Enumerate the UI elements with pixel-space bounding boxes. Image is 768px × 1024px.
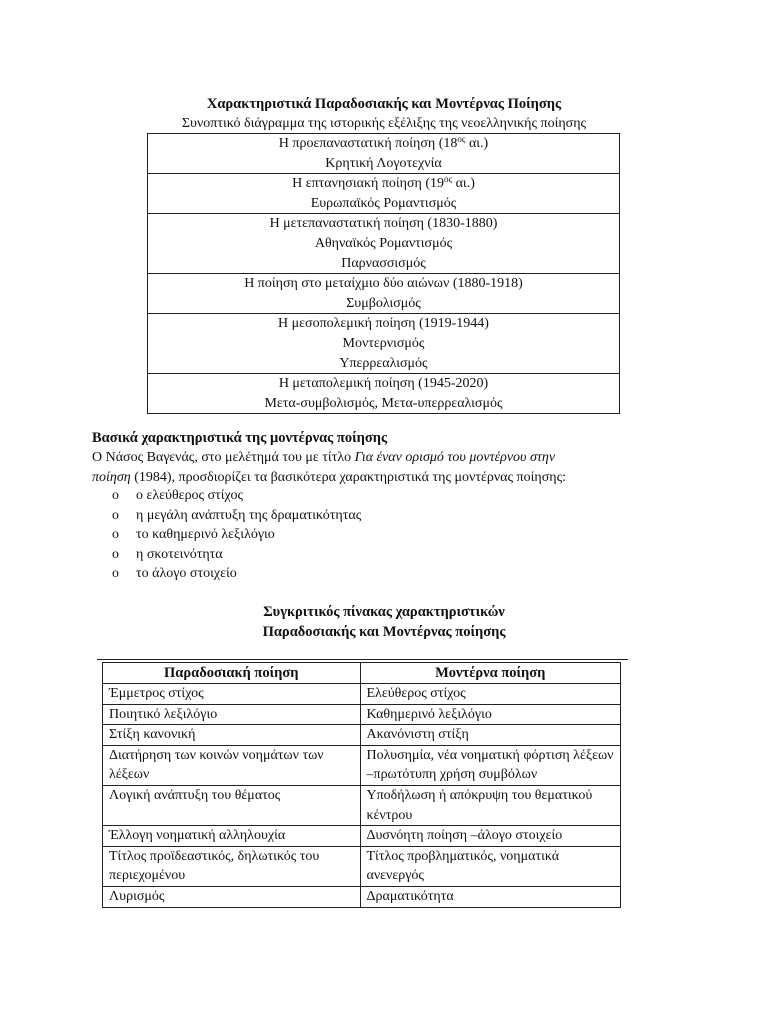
timeline-row [148, 274, 620, 314]
section-heading: Βασικά χαρακτηριστικά της μοντέρνας ποίησης [92, 430, 388, 446]
features-list [112, 486, 361, 584]
divider [97, 659, 628, 660]
table-row: Διατήρηση των κοινών νοημάτων των λέξεων Πολυσημία, νέα νοηματική φόρτιση λέξεων –πρωτότυπη χρήση συμβόλων [103, 745, 621, 785]
table-row: Έμμετρος στίχος Ελεύθερος στίχος [103, 684, 621, 705]
bullet-icon: o [112, 546, 119, 562]
timeline-cell: Η προεπαναστατική ποίηση ($18^{o\varsigma}$ αι.) Κρητική Λογοτεχνία [148, 134, 620, 174]
comparison-table [102, 662, 621, 908]
timeline-row [148, 134, 620, 174]
list-item: o ο ελεύθερος στίχος [112, 486, 361, 506]
table-header-row [103, 663, 621, 684]
bullet-icon: o [112, 507, 119, 523]
timeline-row [148, 214, 620, 274]
comparison-title: Συγκριτικός πίνακας χαρακτηριστικών Παραδοσιακής και Μοντέρνας ποίησης [262, 604, 506, 640]
intro-paragraph: Ο Νάσος Βαγενάς, στο μελέτημά του με τίτλο Για έναν ορισμό του μοντέρνου στην ποίηση (1984), προσδιορίζει τα βασικότερα χαρακτηριστικά της μοντέρνας ποίησης: [92, 450, 567, 485]
timeline-cell: Η μετεπαναστατική ποίηση (1830-1880) Αθηναϊκός Ρομαντισμός Παρνασσισμός [148, 214, 620, 274]
list-item: o το καθημερινό λεξιλόγιο [112, 525, 361, 545]
bullet-icon: o [112, 527, 119, 543]
page-title: Χαρακτηριστικά Παραδοσιακής και Μοντέρνας Ποίησης [206, 96, 562, 112]
table-row: Στίξη κανονική Ακανόνιστη στίξη [103, 725, 621, 746]
table-row: Λογική ανάπτυξη του θέματος Υποδήλωση ή απόκρυψη του θεματικού κέντρου [103, 785, 621, 825]
list-item: o το άλογο στοιχείο [112, 564, 361, 584]
page-subtitle: Συνοπτικό διάγραμμα της ιστορικής εξέλιξης της νεοελληνικής ποίησης [181, 116, 587, 131]
timeline-row [148, 374, 620, 414]
timeline-cell: Η ποίηση στο μεταίχμιο δύο αιώνων (1880-1918) Συμβολισμός [148, 274, 620, 314]
table-row: Έλλογη νοηματική αλληλουχία Δυσνόητη ποίηση –άλογο στοιχείο [103, 826, 621, 847]
timeline-cell: Η μεσοπολεμική ποίηση (1919-1944) Μοντερνισμός Υπερρεαλισμός [148, 314, 620, 374]
table-row: Λυρισμός Δραματικότητα [103, 886, 621, 907]
table-row: Τίτλος προϊδεαστικός, δηλωτικός του περιεχομένου Τίτλος προβληματικός, νοηματικά ανενεργός [103, 846, 621, 886]
bullet-icon: o [112, 488, 119, 503]
table-row: Ποιητικό λεξιλόγιο Καθημερινό λεξιλόγιο [103, 704, 621, 725]
column-header-traditional: Παραδοσιακή ποίηση [103, 663, 361, 684]
bullet-icon: o [112, 566, 119, 582]
timeline-cell: Η μεταπολεμική ποίηση (1945-2020) Μετα-συμβολισμός, Μετα-υπερρεαλισμός [148, 374, 620, 414]
list-item: o η μεγάλη ανάπτυξη της δραματικότητας [112, 506, 361, 526]
list-item: o η σκοτεινότητα [112, 545, 361, 565]
timeline-table [147, 133, 620, 414]
timeline-cell: Η επτανησιακή ποίηση ($19^{o\varsigma}$ αι.) Ευρωπαϊκός Ρομαντισμός [148, 174, 620, 214]
column-header-modern: Μοντέρνα ποίηση [360, 663, 621, 684]
timeline-row [148, 174, 620, 214]
timeline-row [148, 314, 620, 374]
